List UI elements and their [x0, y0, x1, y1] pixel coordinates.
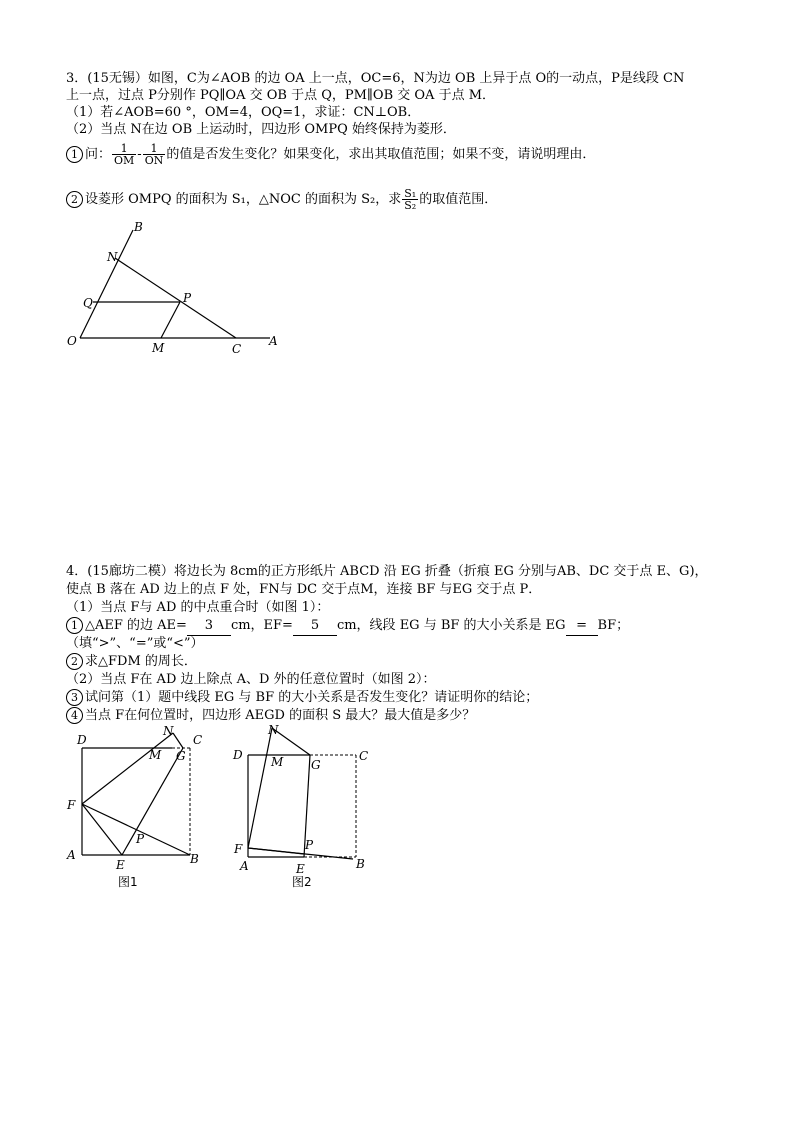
circled-number: 1	[66, 617, 83, 634]
label-B: B	[134, 220, 143, 234]
label-A: A	[67, 848, 76, 862]
fraction: $\frac{1}{OM}$	[114, 142, 135, 167]
label-C: C	[359, 749, 369, 763]
p3-line-1: 3．(15无锡）如图，C为∠AOB 的边 OA 上一点，OC=6，N为边 OB 上异于点 O的一动点，P是线段 CN	[66, 71, 685, 86]
figure-caption: 图2	[292, 875, 312, 889]
figure-caption: 图1	[118, 875, 138, 889]
p4-line-4: （2）当点 F在 AD 边上除点 A、D 外的任意位置时（如图 2）：	[66, 672, 436, 687]
answer-blank-ae: 3	[187, 617, 231, 636]
p3-line-2: 上一点，过点 P分别作 PQ∥OA 交 OB 于点 Q，PM∥OB 交 OA 于点 M．	[66, 88, 496, 103]
label-N: N	[163, 724, 174, 738]
answer-blank-ef: 5	[293, 617, 337, 636]
label-F: F	[67, 798, 76, 812]
p3-line-3: （1）若∠AOB=60 °，OM=4，OQ=1，求证：CN⊥OB．	[66, 105, 421, 120]
label-G: G	[176, 749, 186, 763]
label-M: M	[152, 341, 165, 355]
label-P: P	[136, 832, 145, 846]
p4-line-3: （1）当点 F与 AD 的中点重合时（如图 1）：	[66, 600, 330, 615]
circled-number: 1	[66, 146, 83, 163]
p4-line-2: 使点 B 落在 AD 边上的点 F 处，FN与 DC 交于点M，连接 BF 与EG 交于点 P．	[66, 582, 542, 597]
label-O: O	[67, 334, 77, 348]
p3-question-2: 2 设菱形 OMPQ 的面积为 S₁，△NOC 的面积为 S₂，求 $\frac{\text{S₁}}{\text{S₂}}$ 的取值范围．	[66, 188, 497, 211]
fraction: $\frac{\text{S₁}}{\text{S₂}}$	[404, 187, 417, 212]
p3-figure	[60, 218, 290, 358]
label-P: P	[305, 838, 314, 852]
label-C: C	[193, 733, 203, 747]
p4-fill-hint: （填“>”、“=”或“<”）	[66, 636, 204, 651]
label-C: C	[232, 342, 242, 356]
p3-question-1: 1 问： $\frac{1}{OM}$ - $\frac{1}{ON}$ 的值是否发生变化？如果变化，求出其取值范围；如果不变，请说明理由．	[66, 143, 595, 166]
label-G: G	[311, 758, 321, 772]
label-A: A	[269, 334, 278, 348]
label-M: M	[149, 748, 162, 762]
label-A: A	[240, 859, 249, 873]
circled-number: 4	[66, 707, 83, 724]
label-E: E	[296, 862, 305, 876]
p4-figure-2	[228, 722, 388, 892]
label-P: P	[183, 291, 192, 305]
p4-question-2: 2 求△FDM 的周长．	[66, 653, 197, 671]
label-M: M	[271, 755, 284, 769]
circled-number: 2	[66, 191, 83, 208]
label-B: B	[356, 857, 365, 871]
label-B: B	[190, 852, 199, 866]
p4-question-4: 4 当点 F在何位置时，四边形 AEGD 的面积 S 最大？最大值是多少？	[66, 707, 475, 725]
label-E: E	[116, 858, 125, 872]
circled-number: 3	[66, 689, 83, 706]
p3-line-4: （2）当点 N在边 OB 上运动时，四边形 OMPQ 始终保持为菱形．	[66, 122, 456, 137]
label-F: F	[234, 842, 243, 856]
circled-number: 2	[66, 653, 83, 670]
p4-question-3: 3 试问第（1）题中线段 EG 与 BF 的大小关系是否发生变化？请证明你的结论；	[66, 689, 538, 707]
label-Q: Q	[83, 296, 93, 310]
p4-question-1: 1 △AEF 的边 AE= 3 cm，EF= 5 cm，线段 EG 与 BF 的大小关系是 EG = BF；	[66, 617, 629, 636]
p4-figure-1	[60, 722, 220, 892]
label-D: D	[77, 733, 87, 747]
label-D: D	[233, 748, 243, 762]
p4-line-1: 4．(15廊坊二模）将边长为 8cm的正方形纸片 ABCD 沿 EG 折叠（折痕 EG 分别与AB、DC 交于点 E、G)，	[66, 564, 708, 579]
label-N: N	[107, 250, 118, 264]
fraction: $\frac{1}{ON}$	[144, 142, 164, 167]
answer-blank-relation: =	[566, 617, 598, 636]
label-N: N	[268, 723, 279, 737]
